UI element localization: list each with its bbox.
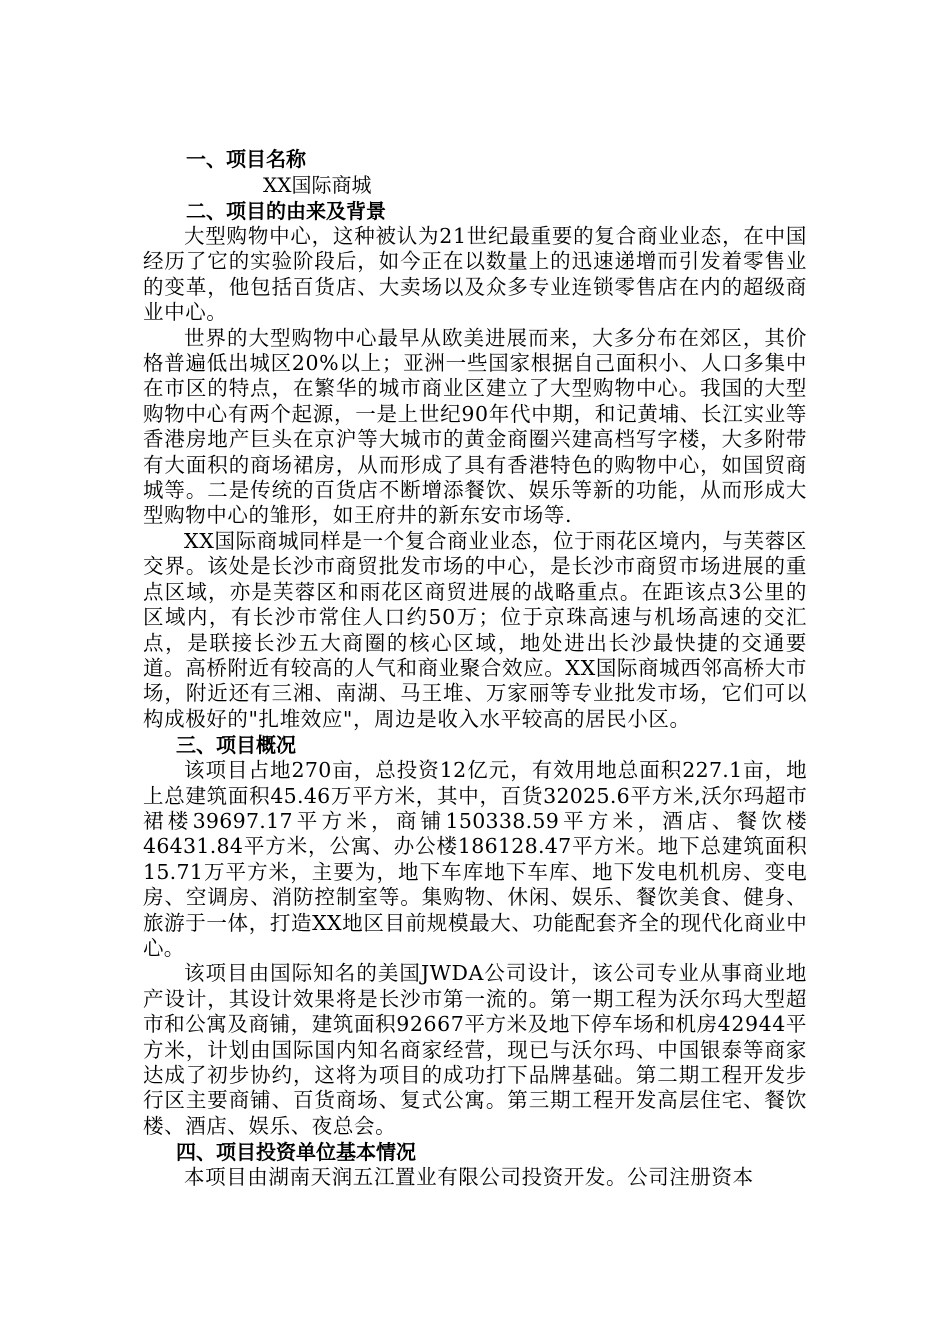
section-2-paragraph-3: XX国际商城同样是一个复合商业业态，位于雨花区境内，与芙蓉区交界。该处是长沙市商贸批发市场的中心，是长沙市商贸市场进展的重点区域，亦是芙蓉区和雨花区商贸进展的战略重点。在距该点3公里的区域内，有长沙市常住人口约50万；位于京珠高速与机场高速的交汇点，是联接长沙五大商圈的核心区域，地处进出长沙最快捷的交通要道。高桥附近有较高的人气和商业聚合效应。XX国际商城西邻高桥大市场，附近还有三湘、南湖、马王堆、万家丽等专业批发市场，它们可以构成极好的"扎堆效应"，周边是收入水平较高的居民小区。 bbox=[143, 528, 807, 731]
section-1-heading: 一、项目名称 bbox=[186, 147, 306, 171]
section-2-heading: 二、项目的由来及背景 bbox=[186, 199, 386, 223]
section-4-paragraph-1: 本项目由湖南天润五江置业有限公司投资开发。公司注册资本 bbox=[184, 1165, 754, 1190]
section-2-paragraph-1: 大型购物中心，这种被认为21世纪最重要的复合商业业态，在中国经历了它的实验阶段后，如今正在以数量上的迅速递增而引发着零售业的变革，他包括百货店、大卖场以及众多专业连锁零售店在内的超级商业中心。 bbox=[143, 224, 807, 325]
project-name: XX国际商城 bbox=[263, 173, 372, 197]
section-4-heading: 四、项目投资单位基本情况 bbox=[176, 1140, 416, 1165]
section-2-paragraph-2: 世界的大型购物中心最早从欧美进展而来，大多分布在郊区，其价格普遍低出城区20%以上；亚洲一些国家根据自己面积小、人口多集中在市区的特点，在繁华的城市商业区建立了大型购物中心。我国的大型购物中心有两个起源，一是上世纪90年代中期，和记黄埔、长江实业等香港房地产巨头在京沪等大城市的黄金商圈兴建高档写字楼，大多附带有大面积的商场裙房，从而形成了具有香港特色的购物中心，如国贸商城等。二是传统的百货店不断增添餐饮、娱乐等新的功能，从而形成大型购物中心的雏形，如王府井的新东安市场等. bbox=[143, 325, 807, 528]
document-body bbox=[143, 146, 807, 1191]
section-3-paragraph-2: 该项目由国际知名的美国JWDA公司设计，该公司专业从事商业地产设计，其设计效果将是长沙市第一流的。第一期工程为沃尔玛大型超市和公寓及商铺，建筑面积92667平方米及地下停车场和机房42944平方米，计划由国际国内知名商家经营，现已与沃尔玛、中国银泰等商家达成了初步协约，这将为项目的成功打下品牌基础。第二期工程开发步行区主要商铺、百货商场、复式公寓。第三期工程开发高层住宅、餐饮楼、酒店、娱乐、夜总会。 bbox=[143, 961, 807, 1138]
section-3-heading: 三、项目概况 bbox=[176, 733, 296, 758]
section-3-paragraph-1: 该项目占地270亩，总投资12亿元，有效用地总面积227.1亩，地上总建筑面积45.46万平方米，其中，百货32025.6平方米,沃尔玛超市裙楼39697.17平方米，商铺150338.59平方米，酒店、餐饮楼46431.84平方米，公寓、办公楼186128.47平方米。地下总建筑面积15.71万平方米，主要为，地下车库地下车库、地下发电机机房、变电房、空调房、消防控制室等。集购物、休闲、娱乐、餐饮美食、健身、旅游于一体，打造XX地区目前规模最大、功能配套齐全的现代化商业中心。 bbox=[143, 758, 807, 960]
